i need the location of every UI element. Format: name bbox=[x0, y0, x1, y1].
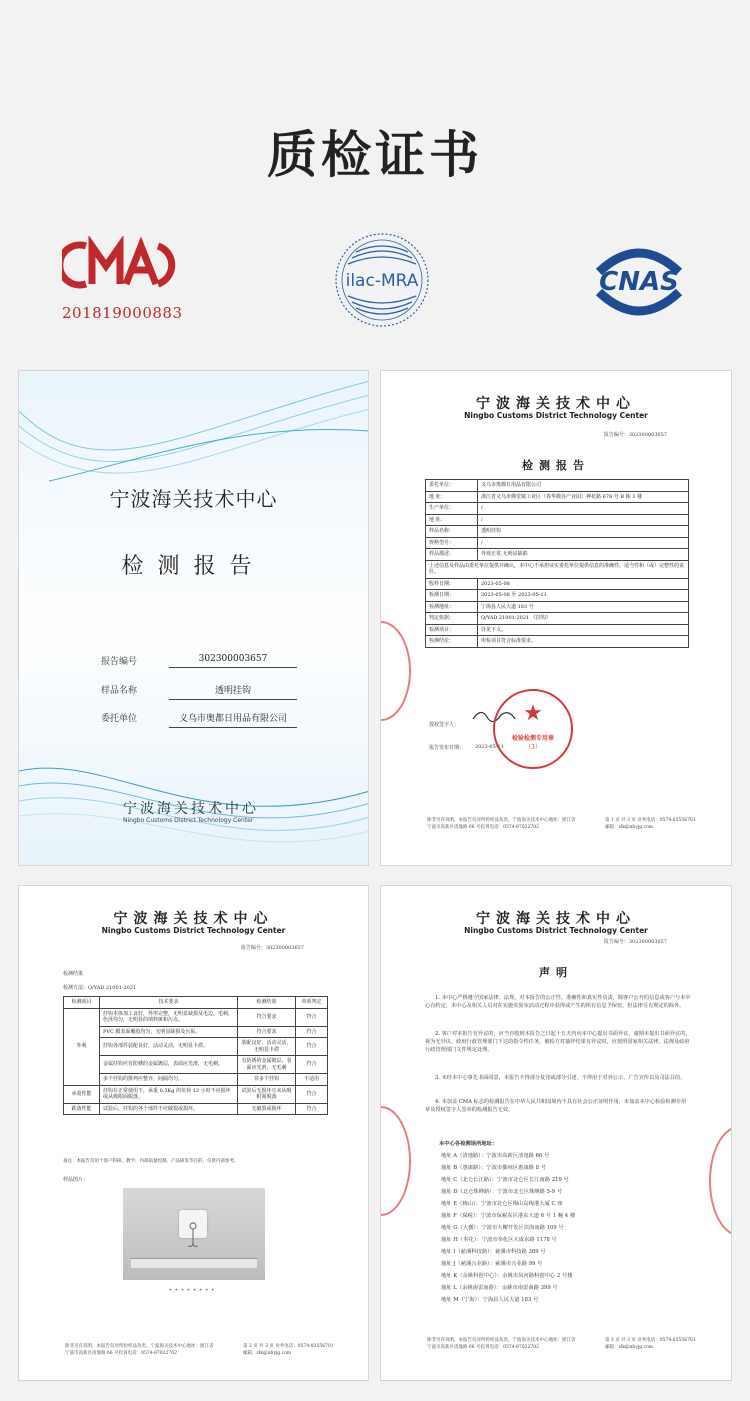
svg-text:ilac-MRA: ilac-MRA bbox=[345, 271, 419, 291]
test-method: 检测方法：Q/YAD 21001-2021 bbox=[63, 985, 137, 991]
declaration-title: 声明 bbox=[539, 966, 573, 979]
address-item: 地址 I（慈溪科技路）：慈溪市科技路 389 号 bbox=[441, 1249, 546, 1255]
verdict-cell: 符合 bbox=[296, 1103, 328, 1115]
cma-number: 201819000883 bbox=[62, 304, 183, 322]
stamp-number: （3） bbox=[525, 744, 541, 751]
row-label: 检测地址： bbox=[426, 601, 478, 613]
row-value: / bbox=[478, 537, 689, 549]
row-label: 地 址： bbox=[426, 514, 478, 526]
cover-field-value: 302300003657 bbox=[169, 654, 297, 668]
report-number: 报告编号：302300003657 bbox=[603, 432, 667, 438]
disclaimer: 上述信息及样品由委托单位提供并确认，本中心不承担证实委托单位提供信息的准确性、适当性和（或）完整性的责任。 bbox=[426, 560, 689, 578]
address-item: 地址 G（大榭）：宁波市大榭开发区滨海南路 109 号 bbox=[441, 1225, 564, 1231]
address-item: 地址 C（北仑长江路）：宁波市北仑区长江南路 219 号 bbox=[441, 1177, 569, 1183]
footer-left: 除非另有说明，本报告仅对所检样品负责。宁波海关技术中心地址：浙江省宁波市高新区清逸路 66 号投诉电话：0574-87022702 bbox=[65, 1344, 214, 1356]
svg-text:CNAS: CNAS bbox=[599, 267, 679, 297]
row-label: 收样日期： bbox=[426, 578, 478, 590]
section-title: 检测报告 bbox=[522, 459, 590, 472]
footer-right: 第 1 页 共 3 页 业务电话：0574-83556701 邮箱：zlk@nbyjg.com bbox=[605, 818, 696, 830]
declaration-paragraph: 3. 未经本中心事先书面同意，本报告不得部分复印或部分引述，不得用于对外公示、广告宣传以及司法目的。 bbox=[435, 1075, 686, 1081]
ilac-mra-logo bbox=[330, 230, 434, 330]
table-row bbox=[64, 1103, 328, 1115]
cover-org: 宁波海关技术中心 bbox=[109, 487, 278, 511]
address-item: 地址 K（余姚科创中心）：余姚市凤河路科创中心 2 号楼 bbox=[441, 1273, 573, 1279]
report-number: 报告编号：302300003657 bbox=[240, 945, 304, 951]
page-header-org: 宁波海关技术中心 bbox=[476, 396, 636, 412]
footer-left: 除非另有说明，本报告仅对所检样品负责。宁波海关技术中心地址：浙江省宁波市高新区清逸路 66 号投诉电话：0574-87022702 bbox=[427, 818, 576, 830]
footer-left: 除非另有说明，本报告仅对所检样品负责。宁波海关技术中心地址：浙江省宁波市高新区清逸路 66 号投诉电话：0574-87022702 bbox=[427, 1338, 576, 1350]
footer-right: 第 3 页 共 3 页 业务电话：0574-83556701 邮箱：zlk@nbyjg.com bbox=[605, 1338, 696, 1350]
column-header: 技术要求 bbox=[100, 997, 238, 1009]
requirement-cell: 金属挂钩应有防锈的金属镀层，表面应光滑，无毛刺。 bbox=[100, 1056, 238, 1074]
row-value: / bbox=[478, 514, 689, 526]
wave-decoration bbox=[19, 371, 369, 866]
item-cell: 跌落性能 bbox=[64, 1103, 100, 1115]
row-label: 规格型号： bbox=[426, 537, 478, 549]
table-note: 备注：本报告仅用于客户科研、教学、内部质量控制、产品研发等目的，仅供内部参考。 bbox=[63, 1159, 239, 1164]
column-header: 单项判定 bbox=[296, 997, 328, 1009]
results-title: 检测结果 bbox=[63, 971, 84, 977]
accreditation-logos bbox=[0, 230, 750, 330]
page-header-org: 宁波海关技术中心 bbox=[476, 911, 636, 927]
star-icon: ★ bbox=[523, 701, 543, 726]
hook-icon bbox=[183, 1218, 203, 1252]
cnas-logo bbox=[587, 242, 691, 320]
requirement-cell: 挂钩在正常使用下，承重 0.5Kg 的负荷 12 小时不应损坏或从吸附面脱落。 bbox=[100, 1085, 238, 1103]
verdict-cell: 符合 bbox=[296, 1038, 328, 1056]
result-cell: 符合要求 bbox=[238, 1008, 296, 1026]
seal-edge-right bbox=[709, 1126, 732, 1236]
row-value: 透明挂钩 bbox=[478, 526, 689, 538]
footer-right: 第 2 页 共 3 页 业务电话：0574-83556701 邮箱：zlk@nbyjg.com bbox=[243, 1344, 334, 1356]
page-header-org-en: Ningbo Customs District Technology Center bbox=[464, 926, 648, 935]
report-page-2 bbox=[18, 885, 369, 1381]
row-label: 检测日期： bbox=[426, 590, 478, 602]
column-header: 检测项目 bbox=[64, 997, 100, 1009]
row-label: 检测结论： bbox=[426, 636, 478, 648]
result-cell: 非多个挂钩 bbox=[238, 1074, 296, 1086]
address-item: 地址 M（宁海）：宁海县人民大道 183 号 bbox=[441, 1297, 539, 1303]
address-item: 地址 D（北仑珠峰路）：宁波市北仑区珠峰路 5-9 号 bbox=[441, 1189, 563, 1195]
cover-bottom-org-en: Ningbo Customs District Technology Center bbox=[123, 817, 254, 824]
requirement-cell: PVC 膜表面覆胶均匀，无明显缺损及污垢。 bbox=[100, 1026, 238, 1038]
requirement-cell: 多个挂钩的排列应整齐，间隔均匀。 bbox=[100, 1074, 238, 1086]
report-number: 报告编号：302300003657 bbox=[603, 939, 667, 945]
row-label: 检测项目： bbox=[426, 624, 478, 636]
sample-photo bbox=[123, 1188, 265, 1280]
declaration-paragraph: 4. 未加盖 CMA 标志的检测报告在中华人民共和国境内不具有社会公正证明作用，未加盖本中心检验检测专用章及授权签字人签章的检测报告无效。 bbox=[425, 1099, 687, 1114]
table-row bbox=[426, 636, 689, 648]
table-row bbox=[426, 613, 689, 625]
page-footer bbox=[65, 1344, 335, 1358]
row-value: 义乌市奥都日用品有限公司 bbox=[478, 480, 689, 492]
result-cell: 试验后无损坏且未从吸附面脱落 bbox=[238, 1085, 296, 1103]
address-item: 地址 E（梅山）：宁波市北仑区梅山岛梅港大厦 C 座 bbox=[441, 1201, 563, 1207]
declaration-paragraph: 1. 本中心严格遵守国家法律、法规，对本报告的公正性、准确性和真实性负责，除客户公开的信息或客户与本中心有约定，本中心及相关人员对在实施实验室活动过程中获得或产生的所有信息予保密，但法律另有规定的除外。 bbox=[425, 995, 691, 1010]
result-cell: 符合要求 bbox=[238, 1026, 296, 1038]
row-label: 样品描述： bbox=[426, 549, 478, 561]
table-row bbox=[426, 491, 689, 503]
table-row bbox=[426, 560, 689, 578]
table-row bbox=[64, 1008, 328, 1026]
cover-field-label: 委托单位 bbox=[101, 714, 138, 724]
address-item: 地址 L（余姚南雷南路）：余姚市南雷南路 399 号 bbox=[441, 1285, 558, 1291]
cover-field-label: 样品名称 bbox=[101, 686, 138, 696]
row-value: 外观正常,无明显缺陷 bbox=[478, 549, 689, 561]
table-row bbox=[426, 526, 689, 538]
row-value: 2023-05-08 bbox=[478, 578, 689, 590]
verdict-cell: 符合 bbox=[296, 1008, 328, 1026]
row-value: Q/YAD 21001-2021 《挂钩》 bbox=[478, 613, 689, 625]
table-row bbox=[426, 601, 689, 613]
address-item: 地址 A（清逸路）：宁波市高新区清逸路 66 号 bbox=[441, 1153, 550, 1159]
row-value: 宁海县人民大道 183 号 bbox=[478, 601, 689, 613]
page-title: 质检证书 bbox=[267, 126, 483, 184]
verdict-cell: 符合 bbox=[296, 1026, 328, 1038]
verdict-cell: 符合 bbox=[296, 1085, 328, 1103]
table-row bbox=[64, 1056, 328, 1074]
requirement-cell: 挂钩各部件装配良好，活动灵活，无明显卡滞。 bbox=[100, 1038, 238, 1056]
address-title: 本中心各检测场所地址： bbox=[439, 1141, 498, 1147]
row-value: 浙江省义乌市佛堂镇工业区（春华微谷产业园）神花路 678 号 B 栋 3 楼 bbox=[478, 491, 689, 503]
stamp-text: 检验检测专用章 bbox=[511, 735, 554, 742]
address-item: 地址 J（慈溪兴业路）：慈溪市兴业路 99 号 bbox=[441, 1261, 543, 1267]
table-row bbox=[426, 624, 689, 636]
result-cell: 装配良好，活动灵活，无明显卡滞 bbox=[238, 1038, 296, 1056]
table-row bbox=[64, 1038, 328, 1056]
issue-date-value: 2023-05-11 bbox=[475, 744, 504, 750]
row-label: 委托单位： bbox=[426, 480, 478, 492]
photo-label: 样品图片： bbox=[63, 1177, 89, 1183]
table-row bbox=[426, 549, 689, 561]
ruler bbox=[131, 1258, 257, 1268]
photo-caption: * * * * * * * * bbox=[169, 1288, 216, 1294]
table-row bbox=[64, 1074, 328, 1086]
table-row bbox=[426, 480, 689, 492]
result-cell: 有防锈的金属镀层，表面应光滑，无毛刺 bbox=[238, 1056, 296, 1074]
item-cell: 外观 bbox=[64, 1008, 100, 1085]
report-cover bbox=[18, 370, 369, 866]
row-label: 地 址： bbox=[426, 491, 478, 503]
cover-field-label: 报告编号 bbox=[101, 657, 138, 667]
requirement-cell: 试验后，挂钩的各个部件不应破裂或损坏。 bbox=[100, 1103, 238, 1115]
row-value: 2023-05-08 至 2023-05-11 bbox=[478, 590, 689, 602]
cover-title: 检测报告 bbox=[121, 554, 266, 579]
table-row bbox=[426, 590, 689, 602]
cover-bottom-org: 宁波海关技术中心 bbox=[123, 801, 259, 817]
page-footer bbox=[427, 1338, 697, 1352]
row-label: 判定依据： bbox=[426, 613, 478, 625]
column-header: 检测结果 bbox=[238, 997, 296, 1009]
table-row bbox=[426, 537, 689, 549]
address-item: 地址 B（惠康路）：宁波市鄞州区惠康路 8 号 bbox=[441, 1165, 547, 1171]
requirement-cell: 挂钩本体加工良好，外形完整，无明显缺损及毛边、毛刺，色泽均匀，无明显的填料斑和污点。 bbox=[100, 1008, 238, 1026]
report-page-3 bbox=[380, 885, 732, 1381]
results-table bbox=[63, 996, 328, 1115]
seal-edge-left bbox=[380, 621, 411, 721]
verdict-cell: 不适用 bbox=[296, 1074, 328, 1086]
address-item: 地址 H（奉化）：宁波市奉化区大成东路 1178 号 bbox=[441, 1237, 557, 1243]
row-label: 生产单位： bbox=[426, 503, 478, 515]
seal-edge-left bbox=[380, 1106, 411, 1216]
address-item: 地址 F（保税）：宁波市保税东区港东大道 6 号 1 幢 4 楼 bbox=[441, 1213, 576, 1219]
declaration-paragraph: 2. 客户对本报告有异议的，应当自收到本报告之日起十五天内向本中心提出书面异议，逾期未提出书面异议的，视为无异议，政府行政管理部门下达的指令性任务，被检方对抽样结果有异议时，应按照国家相关法律、法规及政府行政管理部门文件规定处理。 bbox=[425, 1031, 691, 1054]
report-page-1 bbox=[380, 370, 732, 866]
page-header-org: 宁波海关技术中心 bbox=[113, 911, 274, 927]
cma-logo bbox=[62, 236, 183, 322]
result-cell: 无破裂或损坏 bbox=[238, 1103, 296, 1115]
row-value: 所检项目符合标准要求。 bbox=[478, 636, 689, 648]
table-row bbox=[64, 1026, 328, 1038]
official-stamp bbox=[493, 689, 573, 769]
table-row bbox=[426, 503, 689, 515]
page-header-org-en: Ningbo Customs District Technology Center bbox=[101, 926, 286, 935]
cover-field-value: 透明挂钩 bbox=[169, 683, 297, 700]
cover-field-value: 义乌市奥都日用品有限公司 bbox=[169, 711, 297, 728]
page-footer bbox=[427, 818, 697, 832]
issue-date-label: 报告发布日期： bbox=[429, 745, 465, 751]
table-row bbox=[64, 1085, 328, 1103]
signer-label: 授权签字人： bbox=[429, 722, 460, 728]
item-cell: 承重性能 bbox=[64, 1085, 100, 1103]
table-header-row bbox=[64, 997, 328, 1009]
row-label: 样品名称： bbox=[426, 526, 478, 538]
report-info-table bbox=[425, 479, 689, 648]
verdict-cell: 符合 bbox=[296, 1056, 328, 1074]
row-value: / bbox=[478, 503, 689, 515]
page-header-org-en: Ningbo Customs District Technology Center bbox=[464, 411, 648, 420]
row-value: 详见下文。 bbox=[478, 624, 689, 636]
table-row bbox=[426, 514, 689, 526]
table-row bbox=[426, 578, 689, 590]
